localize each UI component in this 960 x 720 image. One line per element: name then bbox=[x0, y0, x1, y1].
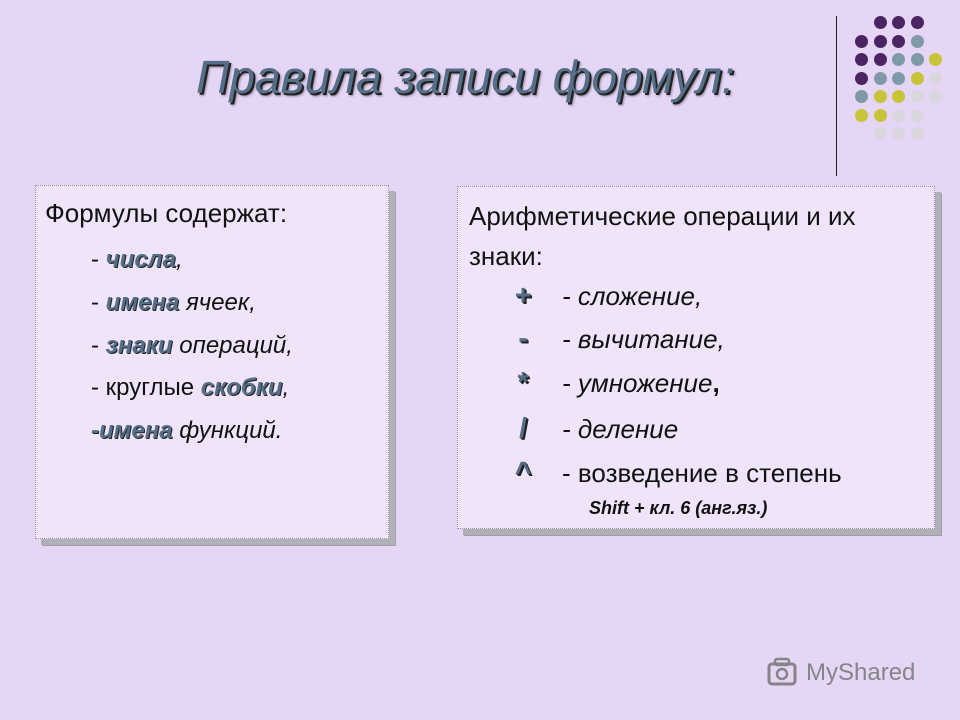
list-item-rest: ячеек, bbox=[179, 289, 256, 316]
list-item-rest: , bbox=[175, 246, 183, 273]
decorative-dot bbox=[855, 109, 868, 122]
operation-label: - умножение, bbox=[562, 368, 720, 398]
watermark bbox=[766, 656, 915, 690]
multiply-sign: * bbox=[517, 366, 529, 397]
list-item-rest: , bbox=[282, 374, 290, 401]
arithmetic-operations-heading: Арифметические операции и их знаки: bbox=[469, 201, 856, 271]
decorative-dot bbox=[892, 53, 905, 66]
shift-key-note: Shift + кл. 6 (анг.яз.) bbox=[589, 498, 768, 518]
decorative-dot bbox=[911, 16, 924, 29]
operation-row bbox=[458, 366, 934, 406]
list-item bbox=[91, 374, 289, 402]
list-item-prefix: - bbox=[91, 417, 99, 444]
minus-sign: - bbox=[518, 322, 528, 353]
list-item-prefix: - bbox=[91, 289, 106, 316]
list-item bbox=[91, 289, 256, 317]
decorative-dot bbox=[911, 90, 924, 103]
operation-label: - деление bbox=[562, 414, 679, 444]
decorative-dot bbox=[929, 90, 942, 103]
operation-row bbox=[458, 322, 934, 362]
list-item-prefix: - bbox=[91, 246, 106, 273]
decorative-dot bbox=[911, 53, 924, 66]
decorative-dot bbox=[874, 35, 887, 48]
list-item-rest: операций, bbox=[172, 332, 293, 359]
decorative-dot bbox=[874, 127, 887, 140]
operation-row bbox=[458, 412, 934, 452]
list-item-prefix: - круглые bbox=[91, 374, 201, 401]
decorative-dot bbox=[874, 53, 887, 66]
decorative-dot bbox=[892, 127, 905, 140]
list-item bbox=[91, 332, 293, 360]
operation-label: - сложение, bbox=[562, 281, 703, 311]
decorative-dot bbox=[855, 90, 868, 103]
plus-sign: + bbox=[514, 279, 532, 310]
decorative-dot bbox=[892, 35, 905, 48]
decorative-dot bbox=[874, 16, 887, 29]
decorative-dot bbox=[929, 53, 942, 66]
operation-row bbox=[458, 456, 934, 496]
myshared-logo-icon bbox=[766, 656, 800, 690]
decorative-dot bbox=[855, 72, 868, 85]
divide-sign: / bbox=[519, 412, 527, 443]
list-item bbox=[91, 246, 183, 274]
decorative-dot bbox=[892, 72, 905, 85]
operation-label: - вычитание, bbox=[562, 324, 725, 354]
decorative-dot bbox=[874, 90, 887, 103]
list-item-keyword: знаки bbox=[105, 332, 173, 359]
operation-label: - возведение в степень bbox=[562, 458, 842, 488]
decorative-dot bbox=[874, 109, 887, 122]
decorative-dot bbox=[911, 72, 924, 85]
list-item-keyword: числа bbox=[105, 246, 176, 273]
decorative-dot bbox=[911, 35, 924, 48]
list-item-keyword: имена bbox=[105, 289, 180, 316]
formula-contents-box bbox=[35, 185, 389, 539]
watermark-text: MyShared bbox=[806, 659, 916, 686]
operation-row bbox=[458, 279, 934, 319]
decorative-dot bbox=[892, 16, 905, 29]
list-item-keyword: скобки bbox=[200, 374, 283, 401]
formula-contents-heading: Формулы содержат: bbox=[45, 198, 288, 228]
decorative-dot bbox=[855, 53, 868, 66]
decorative-dot bbox=[892, 109, 905, 122]
decorative-dot bbox=[911, 109, 924, 122]
arithmetic-operations-box bbox=[457, 186, 935, 529]
power-sign: ^ bbox=[514, 456, 532, 487]
list-item bbox=[91, 417, 282, 445]
decorative-vertical-line bbox=[836, 16, 837, 176]
list-item-rest: функций. bbox=[172, 417, 283, 444]
slide-title: Правила записи формул: bbox=[196, 51, 735, 103]
decorative-dot bbox=[874, 72, 887, 85]
list-item-prefix: - bbox=[91, 332, 106, 359]
decorative-dot bbox=[892, 90, 905, 103]
decorative-dot bbox=[911, 127, 924, 140]
decorative-dot bbox=[855, 35, 868, 48]
decorative-dot bbox=[929, 72, 942, 85]
list-item-keyword: имена bbox=[99, 417, 173, 444]
